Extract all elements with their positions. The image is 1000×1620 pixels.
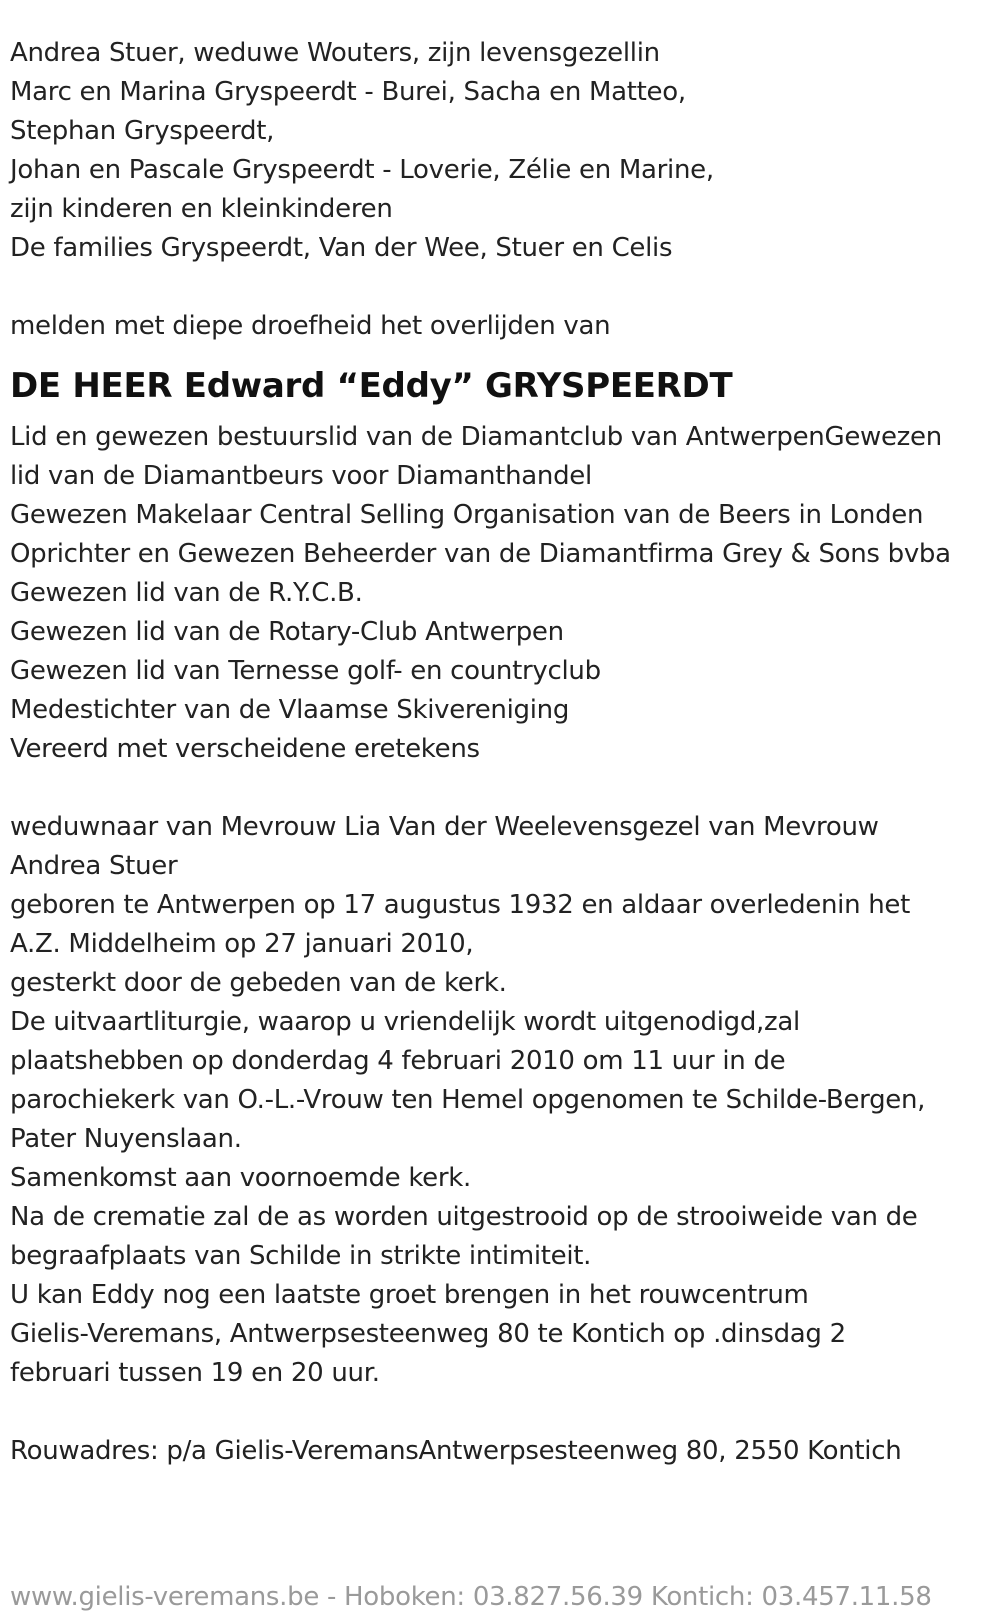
family-line: Stephan Gryspeerdt, [10, 116, 275, 146]
title-line: Gewezen Makelaar Central Selling Organisation van de Beers in Londen [10, 500, 924, 530]
obituary-page [10, 0, 995, 1471]
detail-line: Samenkomst aan voornoemde kerk. [10, 1163, 471, 1193]
detail-line: De uitvaartliturgie, waarop u vriendelijk wordt uitgenodigd,zal [10, 1007, 800, 1037]
details-block [10, 808, 995, 1393]
title-line: lid van de Diamantbeurs voor Diamanthandel [10, 461, 592, 491]
title-line: Vereerd met verscheidene eretekens [10, 734, 480, 764]
family-line: zijn kinderen en kleinkinderen [10, 194, 393, 224]
family-line: Johan en Pascale Gryspeerdt - Loverie, Zélie en Marine, [10, 155, 714, 185]
family-block [10, 34, 995, 268]
deceased-name: DE HEER Edward “Eddy” GRYSPEERDT [10, 366, 733, 406]
family-line: De families Gryspeerdt, Van der Wee, Stuer en Celis [10, 233, 673, 263]
titles-block [10, 418, 995, 769]
family-line: Andrea Stuer, weduwe Wouters, zijn levensgezellin [10, 38, 660, 68]
title-line: Lid en gewezen bestuurslid van de Diamantclub van AntwerpenGewezen [10, 422, 942, 452]
detail-line: Gielis-Veremans, Antwerpsesteenweg 80 te Kontich op .dinsdag 2 [10, 1319, 846, 1349]
detail-line: A.Z. Middelheim op 27 januari 2010, [10, 929, 474, 959]
title-line: Gewezen lid van de R.Y.C.B. [10, 578, 363, 608]
detail-line: weduwnaar van Mevrouw Lia Van der Weelevensgezel van Mevrouw [10, 812, 879, 842]
detail-line: parochiekerk van O.-L.-Vrouw ten Hemel opgenomen te Schilde-Bergen, [10, 1085, 926, 1115]
detail-line: U kan Eddy nog een laatste groet brengen in het rouwcentrum [10, 1280, 809, 1310]
title-line: Medestichter van de Vlaamse Skivereniging [10, 695, 570, 725]
detail-line: plaatshebben op donderdag 4 februari 2010 om 11 uur in de [10, 1046, 786, 1076]
family-line: Marc en Marina Gryspeerdt - Burei, Sacha en Matteo, [10, 77, 686, 107]
detail-line: geboren te Antwerpen op 17 augustus 1932 en aldaar overledenin het [10, 890, 910, 920]
detail-line: Andrea Stuer [10, 851, 178, 881]
detail-line: gesterkt door de gebeden van de kerk. [10, 968, 507, 998]
title-line: Oprichter en Gewezen Beheerder van de Diamantfirma Grey & Sons bvba [10, 539, 951, 569]
title-line: Gewezen lid van Ternesse golf- en countryclub [10, 656, 601, 686]
detail-line: Na de crematie zal de as worden uitgestrooid op de strooiweide van de [10, 1202, 918, 1232]
detail-line: begraafplaats van Schilde in strikte intimiteit. [10, 1241, 592, 1271]
mourning-address: Rouwadres: p/a Gielis-VeremansAntwerpsesteenweg 80, 2550 Kontich [10, 1436, 902, 1466]
detail-line: februari tussen 19 en 20 uur. [10, 1358, 380, 1388]
footer-contact: www.gielis-veremans.be - Hoboken: 03.827.56.39 Kontich: 03.457.11.58 [10, 1582, 932, 1612]
announcement-text: melden met diepe droefheid het overlijden van [10, 311, 611, 341]
title-line: Gewezen lid van de Rotary-Club Antwerpen [10, 617, 564, 647]
detail-line: Pater Nuyenslaan. [10, 1124, 242, 1154]
